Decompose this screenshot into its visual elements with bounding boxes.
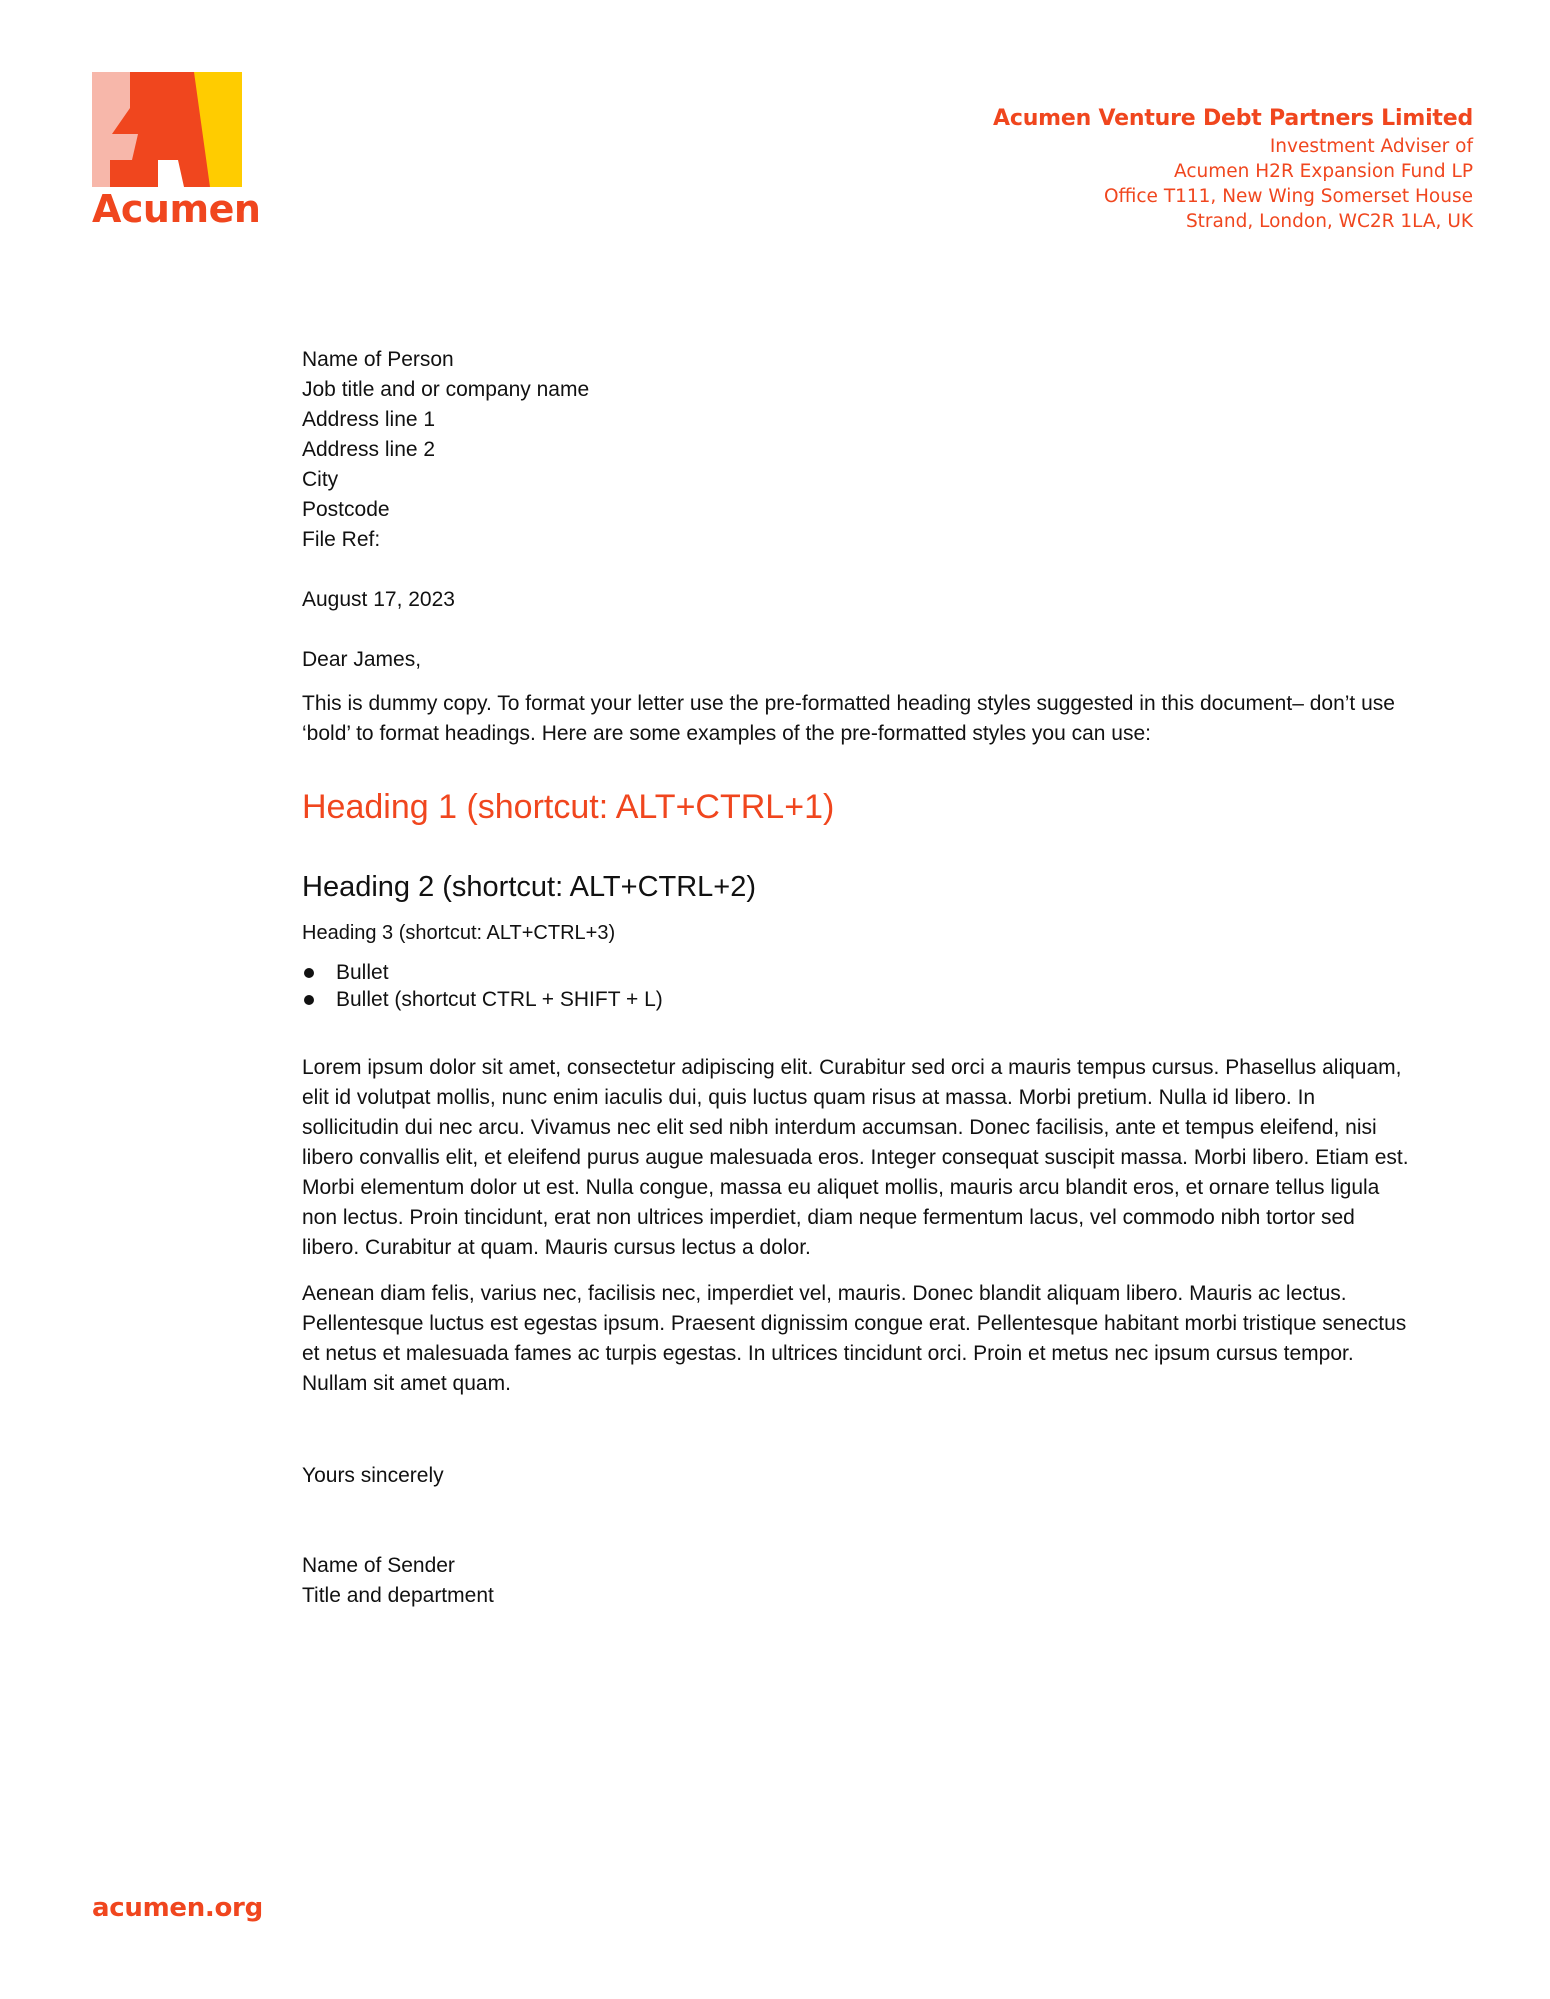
- bullet-icon: [304, 995, 314, 1005]
- list-item: [302, 986, 1412, 1013]
- company-address-block: [993, 104, 1473, 234]
- logo-wordmark: Acumen: [92, 187, 261, 231]
- heading-2: Heading 2 (shortcut: ALT+CTRL+2): [302, 871, 757, 903]
- company-name: Acumen Venture Debt Partners Limited: [993, 106, 1473, 131]
- body-paragraph-1: Lorem ipsum dolor sit amet, consectetur adipiscing elit. Curabitur sed orci a mauris tempus cursus. Phasellus aliquam, elit id volutpat mollis, nunc enim iaculis dui, quis luctus quam risus at massa. Morbi pretium. Nulla id libero. In sollicitudin dui nec arcu. Vivamus nec elit sed nibh interdum accumsan. Donec facilisis, ante et tempus eleifend, nisi libero convallis elit, et eleifend purus augue malesuada eros. Integer consequat suscipit massa. Morbi libero. Etiam est. Morbi elementum dolor ut est. Nulla congue, massa eu aliquet mollis, mauris arcu blandit eros, et ornare tellus ligula non lectus. Proin tincidunt, erat non ultrices imperdiet, diam neque fermentum lacus, vel commodo nibh tortor sed libero. Curabitur at quam. Mauris cursus lectus a dolor.: [302, 1056, 1409, 1259]
- recipient-job-title: Job title and or company name: [302, 378, 590, 401]
- sender-block: [302, 1551, 1412, 1611]
- company-line: Acumen H2R Expansion Fund LP: [1174, 161, 1473, 182]
- bullet-list: [302, 959, 1412, 1013]
- company-line: Investment Adviser of: [1269, 136, 1473, 157]
- file-ref: File Ref:: [302, 528, 381, 551]
- recipient-address: [302, 345, 1412, 555]
- footer-website-link[interactable]: acumen.org: [92, 1893, 263, 1923]
- letter-date: August 17, 2023: [302, 588, 455, 611]
- recipient-postcode: Postcode: [302, 498, 390, 521]
- acumen-logo: [92, 72, 261, 242]
- logo-mark-icon: [92, 72, 252, 187]
- sender-name: Name of Sender: [302, 1554, 455, 1577]
- salutation: Dear James,: [302, 648, 422, 671]
- recipient-address-line-1: Address line 1: [302, 408, 436, 431]
- sender-title: Title and department: [302, 1584, 494, 1607]
- recipient-address-line-2: Address line 2: [302, 438, 436, 461]
- body-paragraph-2: Aenean diam felis, varius nec, facilisis nec, imperdiet vel, mauris. Donec blandit aliquam libero. Mauris ac lectus. Pellentesque luctus est egestas ipsum. Praesent dignissim congue erat. Pellentesque habitant morbi tristique senectus et netus et malesuada fames ac turpis egestas. In ultrices tincidunt orci. Proin et metus nec ipsum cursus tempor. Nullam sit amet quam.: [302, 1282, 1407, 1395]
- bullet-text: Bullet (shortcut CTRL + SHIFT + L): [336, 988, 663, 1011]
- closing: Yours sincerely: [302, 1464, 444, 1487]
- recipient-name: Name of Person: [302, 348, 454, 371]
- bullet-text: Bullet: [336, 961, 389, 984]
- heading-3: Heading 3 (shortcut: ALT+CTRL+3): [302, 922, 616, 944]
- list-item: [302, 959, 1412, 986]
- intro-paragraph: This is dummy copy. To format your letter use the pre-formatted heading styles suggested in this document– don’t use ‘bold’ to format headings. Here are some examples of the pre-formatted styles you can use:: [302, 692, 1395, 745]
- company-line: Office T111, New Wing Somerset House: [1103, 186, 1473, 207]
- company-line: Strand, London, WC2R 1LA, UK: [1185, 211, 1473, 232]
- heading-1: Heading 1 (shortcut: ALT+CTRL+1): [302, 788, 835, 826]
- letter-body: [302, 345, 1412, 1611]
- recipient-city: City: [302, 468, 339, 491]
- bullet-icon: [304, 968, 314, 978]
